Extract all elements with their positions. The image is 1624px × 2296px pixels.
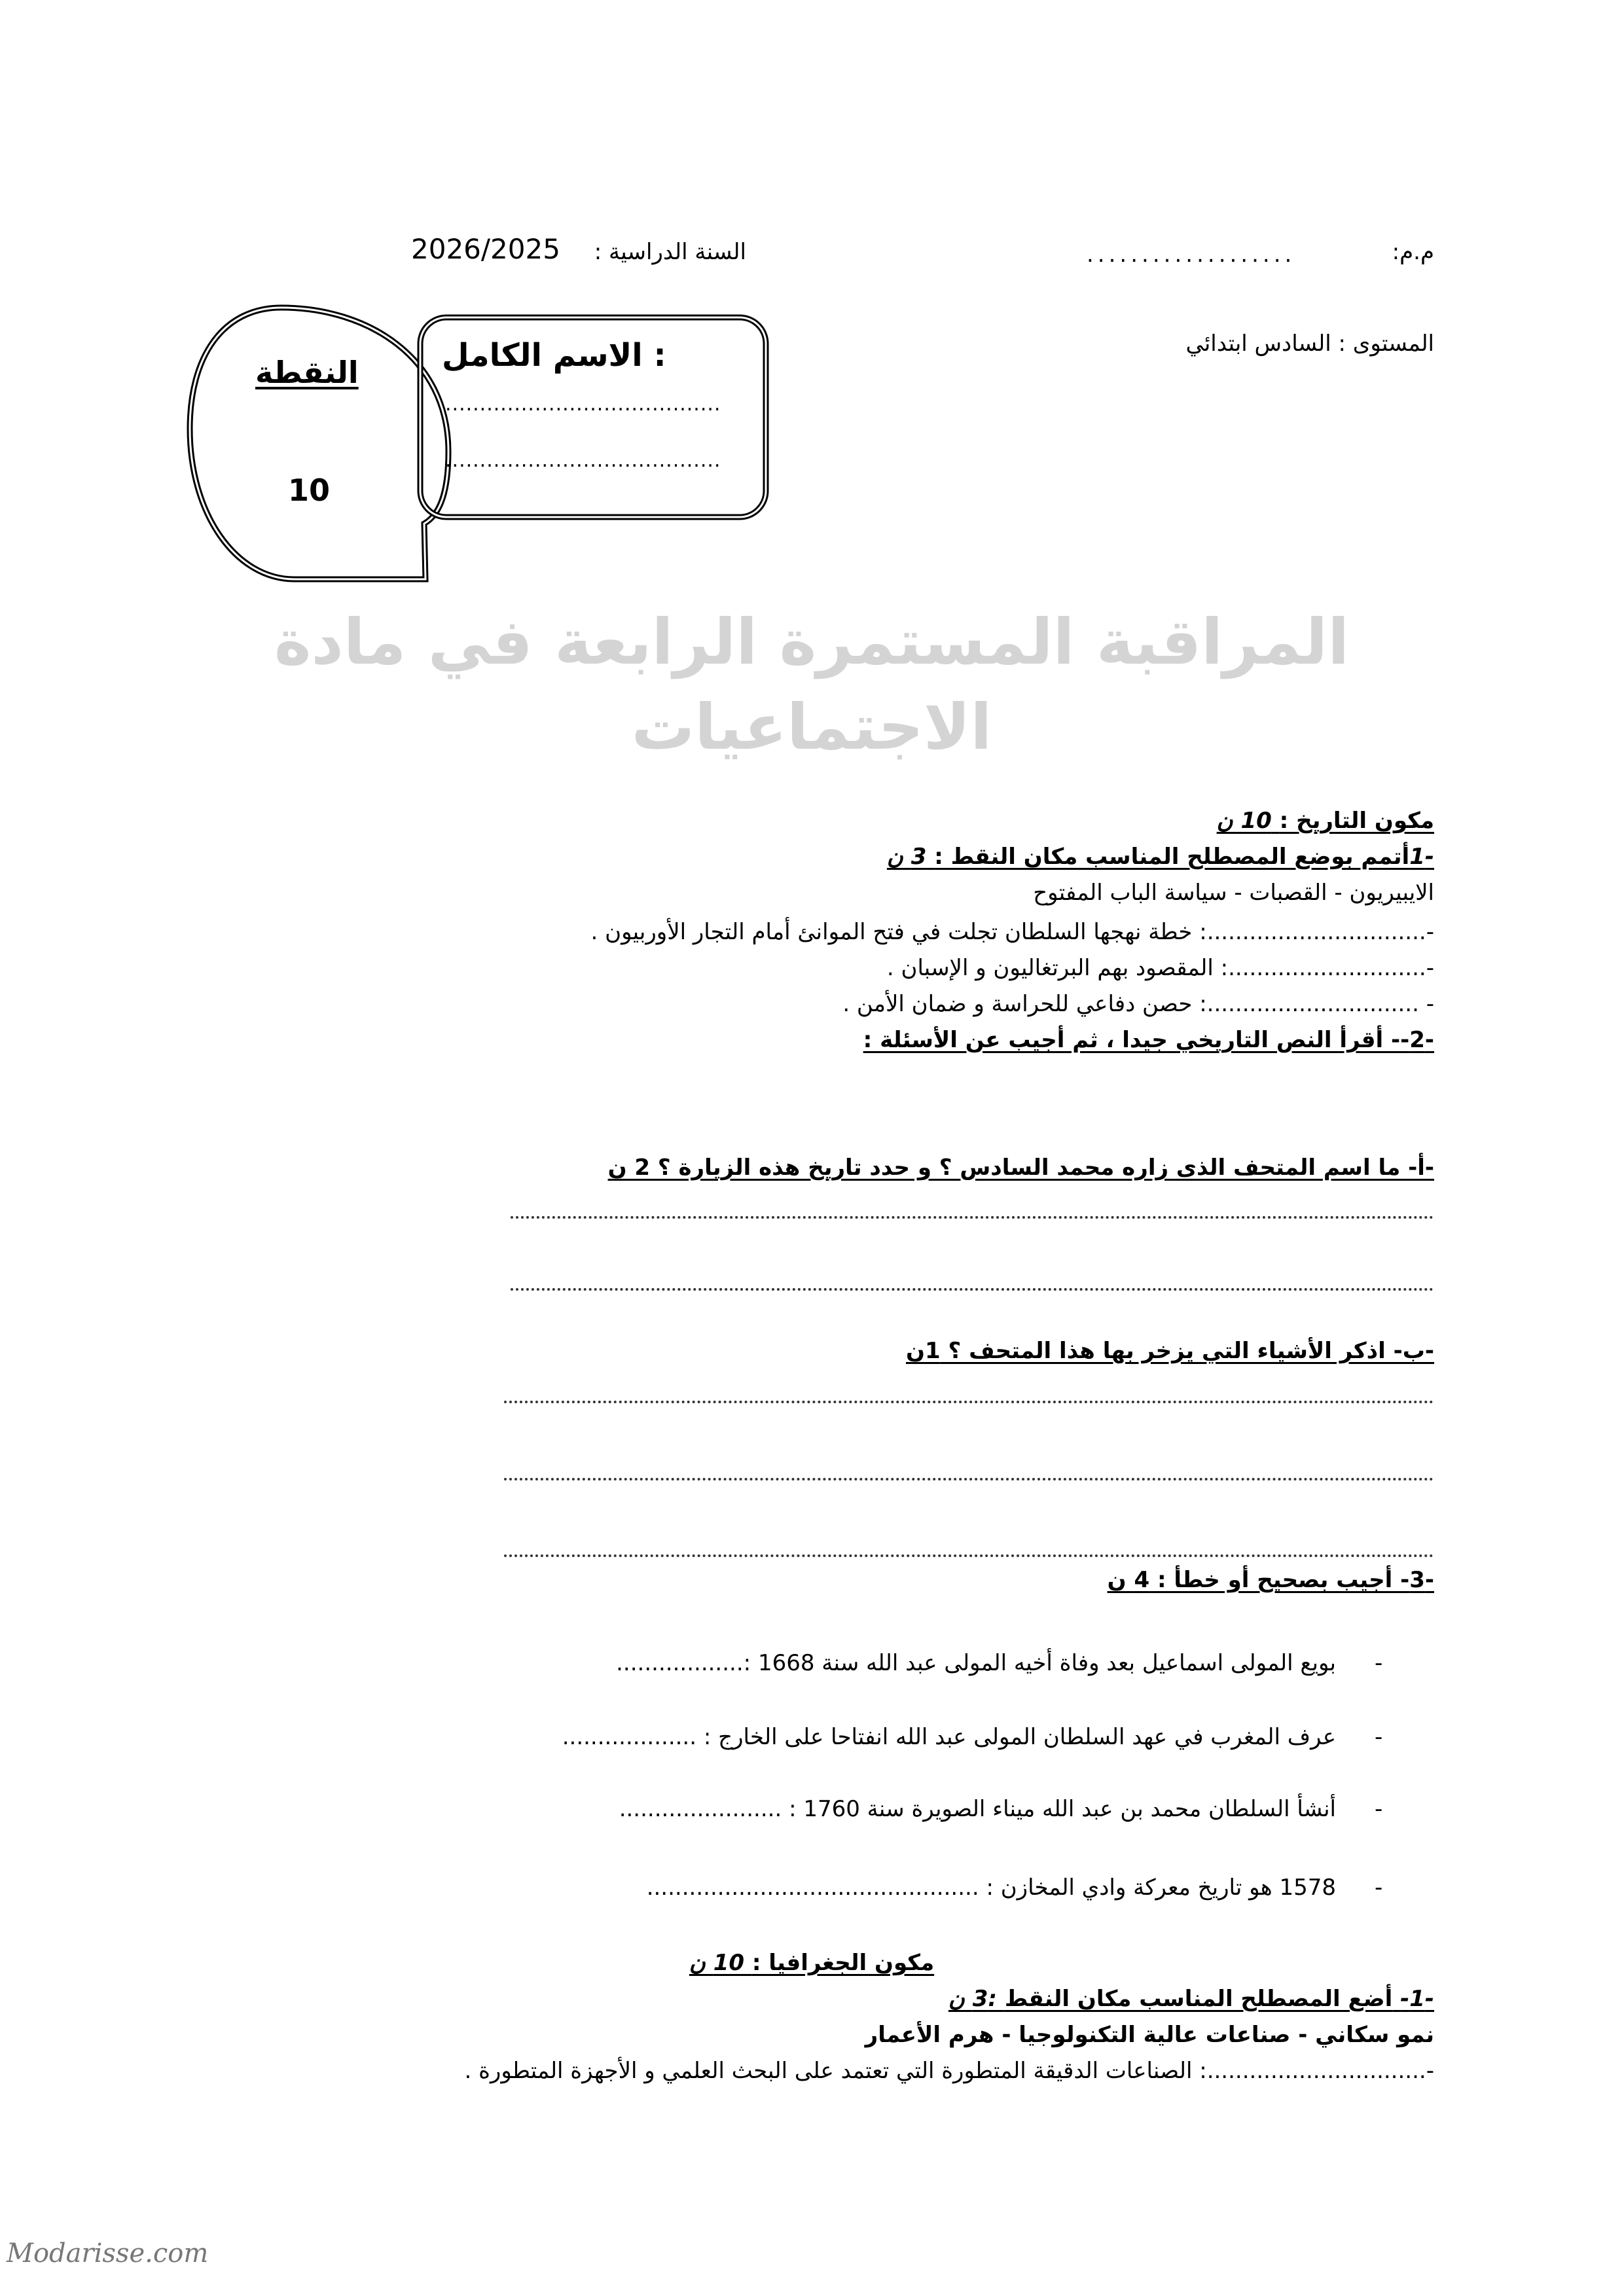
year-label: السنة الدراسية : <box>594 239 746 265</box>
history-q2-title: -2-- أقرأ النص التاريخي جيدا ، ثم أجيب عن الأسئلة : <box>863 1027 1434 1053</box>
bullet: - <box>1375 1796 1383 1822</box>
geography-q1-terms: نمو سكاني - صناعات عالية التكنولوجيا - هرم الأعمار <box>865 2022 1434 2048</box>
answer-line[interactable] <box>504 1554 1434 1557</box>
history-q3-item-2[interactable]: عرف المغرب في عهد السلطان المولى عبد الله انفتاحا على الخارج : ................... <box>562 1724 1336 1750</box>
history-q3-title: -3- أجيب بصحيح أو خطأ : 4 ن <box>1107 1567 1434 1593</box>
geography-heading: مكون الجغرافيا : 10 ن <box>689 1950 935 1976</box>
school-label: م.م: <box>1392 239 1434 265</box>
answer-line[interactable] <box>504 1478 1434 1480</box>
answer-line[interactable] <box>511 1288 1434 1291</box>
answer-line[interactable] <box>511 1216 1434 1219</box>
year-value: 2026/2025 <box>411 233 560 265</box>
answer-line[interactable] <box>504 1401 1434 1403</box>
history-q1-terms: الايبيريون - القصبات - سياسة الباب المفتوح <box>1033 880 1434 906</box>
history-q1-title: -1أتمم بوضع المصطلح المناسب مكان النقط : 3 ن <box>886 844 1434 870</box>
bullet: - <box>1375 1874 1383 1901</box>
history-q1-item-1[interactable]: -...............................: خطة نهجها السلطان تجلت في فتح الموانئ أمام التجار الأوربيون . <box>590 919 1434 945</box>
history-q3-item-3[interactable]: أنشأ السلطان محمد بن عبد الله ميناء الصويرة سنة 1760 : ....................... <box>619 1796 1336 1822</box>
fullname-label: : الاسم الكامل <box>442 337 666 374</box>
bullet: - <box>1375 1650 1383 1676</box>
history-q3-item-4[interactable]: 1578 هو تاريخ معركة وادي المخازن : ............................................... <box>646 1874 1336 1901</box>
history-heading: مكون التاريخ : 10 ن <box>1216 808 1434 834</box>
history-q3-item-1[interactable]: بويع المولى اسماعيل بعد وفاة أخيه المولى عبد الله سنة 1668 :.................. <box>616 1650 1336 1676</box>
score-label: النقطة <box>255 355 359 390</box>
score-value: 10 <box>288 473 331 508</box>
exam-title-line-2: الاجتماعيات <box>631 691 992 764</box>
fullname-line-2[interactable]: ........................................ <box>445 449 721 472</box>
level-text: المستوى : السادس ابتدائي <box>1185 331 1434 357</box>
school-field[interactable]: ................... <box>1087 242 1296 268</box>
bullet: - <box>1375 1724 1383 1750</box>
history-q1-item-3[interactable]: - ..............................: حصن دفاعي للحراسة و ضمان الأمن . <box>842 991 1434 1017</box>
exam-title-line-1: المراقبة المستمرة الرابعة في مادة <box>274 605 1350 679</box>
geography-q1-title: -1- أضع المصطلح المناسب مكان النقط :3 ن <box>948 1986 1434 2012</box>
geography-q1-item-1[interactable]: -...............................: الصناعات الدقيقة المتطورة التي تعتمد على البحث العلمي و الأجهزة المتطورة . <box>464 2058 1434 2084</box>
history-q2b-question: -ب- اذكر الأشياء التي يزخر بها هذا المتحف ؟ 1ن <box>905 1338 1434 1364</box>
history-q2a-question: -أ- ما اسم المتحف الذى زاره محمد السادس ؟ و حدد تاريخ هذه الزيارة ؟ 2 ن <box>607 1155 1434 1181</box>
fullname-line-1[interactable]: ........................................ <box>445 393 721 416</box>
site-footer: Modarisse.com <box>7 2238 209 2269</box>
history-q1-item-2[interactable]: -............................: المقصود بهم البرتغاليون و الإسبان . <box>886 955 1434 981</box>
